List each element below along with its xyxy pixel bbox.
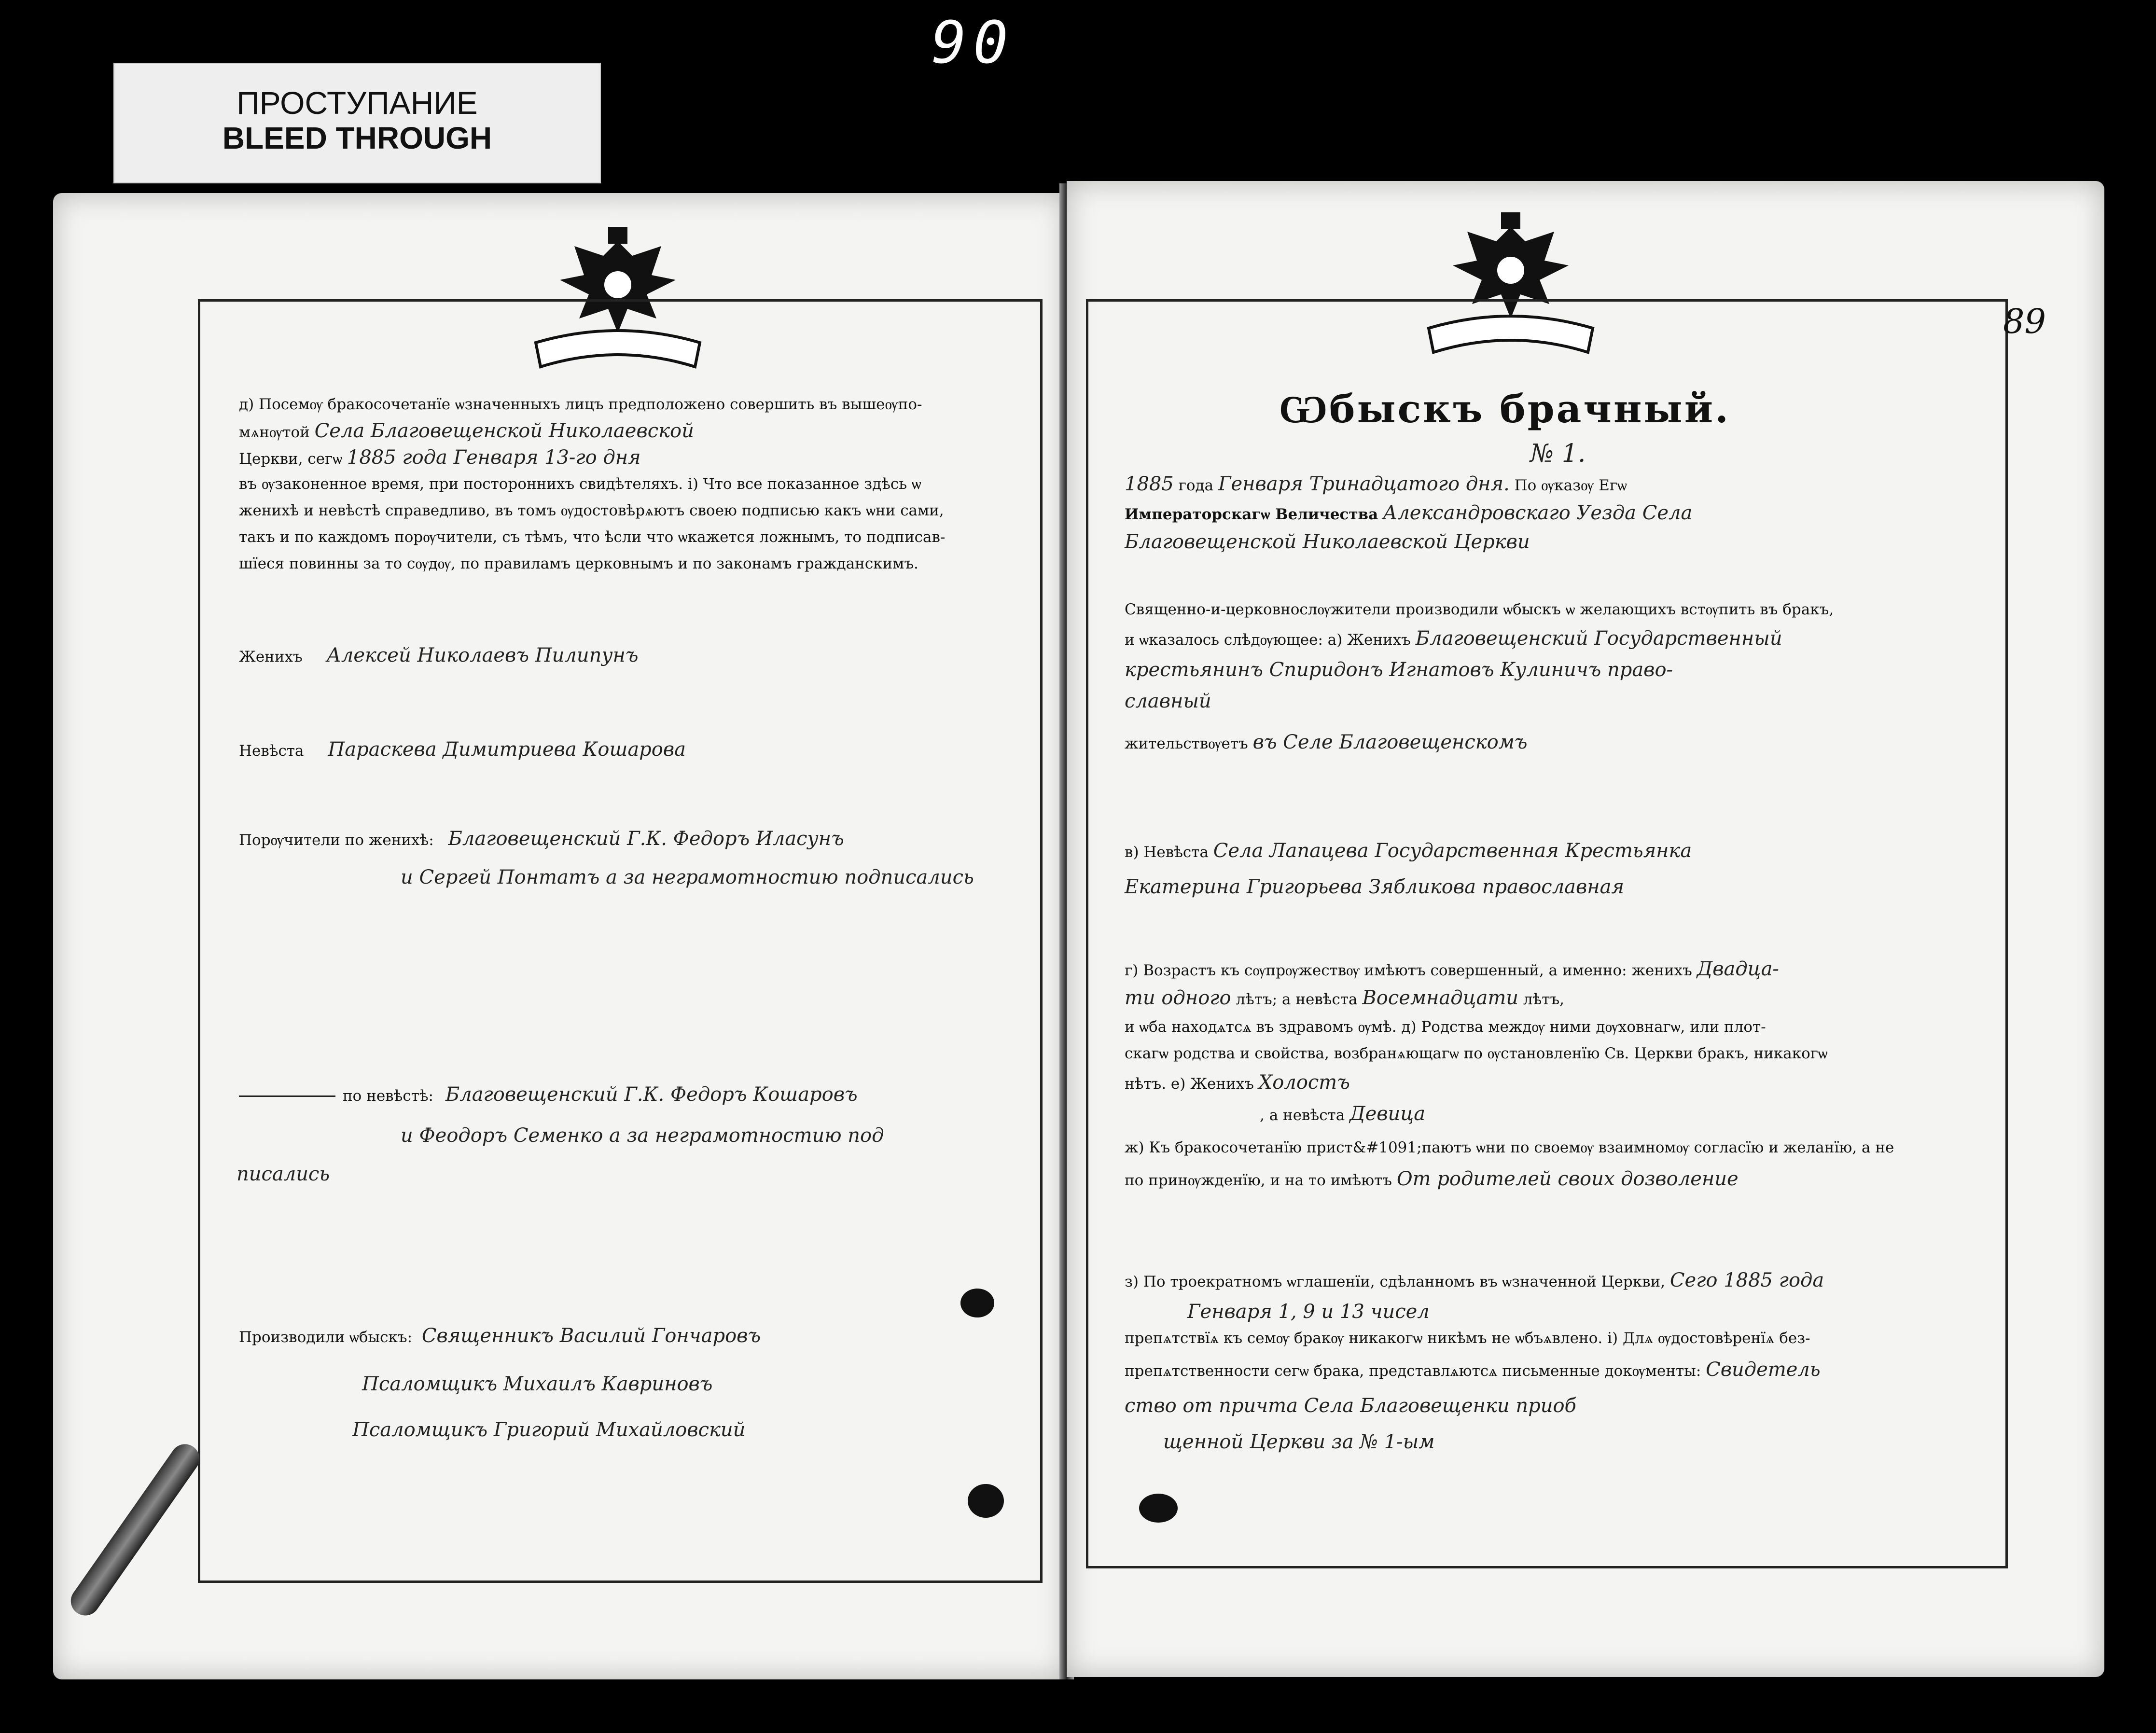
certificate-number-handwritten: щенной Церкви за № 1-ым <box>1163 1431 1435 1453</box>
dash-rule <box>239 1095 335 1097</box>
banns-label: з) По троекратномъ ѡглашенїи, сдѣланномъ въ ѡзначенной Церкви, <box>1125 1273 1666 1290</box>
page-number-handwritten: 89 <box>2003 302 2046 341</box>
church-name-handwritten: Села Благовещенской Николаевской <box>314 420 694 442</box>
groom-label: Женихъ <box>239 648 303 665</box>
uezd-handwritten: Александровскаго Уезда Села <box>1383 502 1693 524</box>
certificate-cont-handwritten: ство от причта Села Благовещенки приоб <box>1125 1395 1576 1417</box>
bride-sureties-label: по невѣстѣ: <box>343 1087 433 1105</box>
bride-sureties-row <box>343 1083 858 1106</box>
bride-name-handwritten: Екатерина Григорьева Зябликова православная <box>1125 876 1624 898</box>
psalmist-signature-1: Псаломщикъ Михаилъ Кавриновъ <box>362 1373 713 1395</box>
groom-sureties-row <box>239 828 844 850</box>
ink-stain <box>960 1289 994 1317</box>
consent-label: по принѹжденїю, и на то имѣютъ <box>1125 1172 1392 1189</box>
year-handwritten: 1885 <box>1125 473 1174 495</box>
age-line-2 <box>1125 987 1564 1009</box>
groom-name-handwritten: крестьянинъ Спиридонъ Игнатовъ Кулиничъ право- <box>1125 659 1673 681</box>
bleed-label-ru: ПРОСТУПАНИЕ <box>236 85 478 121</box>
clause-d-line5: женихѣ и невѣстѣ справедливо, въ томъ ѹдостовѣрѧютъ своею подписью какъ ѡни сами, <box>239 502 944 519</box>
groom-sureties-handwritten-2: и Сергей Понтатъ а за неграмотностию подписались <box>401 866 974 888</box>
clause-d-line7: шїеся повинны за то сѹдѹ, по правиламъ церковнымъ и по законамъ гражданскимъ. <box>239 555 918 572</box>
clause-d-line2 <box>239 420 694 442</box>
psalmist-signature-2: Псаломщикъ Григорий Михайловский <box>352 1419 746 1441</box>
examination-line: Священно-и-церковнослѹжители производили ѡбыскъ ѡ желающихъ встѹпить въ бракъ, <box>1125 601 1834 618</box>
bleed-label-en: BLEED THROUGH <box>222 120 492 155</box>
bride-line <box>1125 840 1692 862</box>
groom-origin-handwritten: Благовещенский Государственный <box>1415 627 1782 650</box>
clause-d-line3-label: Церкви, сегѡ <box>239 450 343 468</box>
age-bride-label: лѣтъ; а невѣста <box>1236 991 1358 1008</box>
bleed-through-label <box>113 63 601 183</box>
certificate-handwritten: Свидетель <box>1706 1359 1821 1381</box>
groom-line <box>1125 627 1782 650</box>
marital-status-line <box>1125 1071 1350 1094</box>
residence-handwritten: въ Селе Благовещенскомъ <box>1252 731 1528 753</box>
record-number-handwritten: № 1. <box>1530 439 1586 468</box>
groom-name-handwritten: Алексей Николаевъ Пилипунъ <box>326 644 639 666</box>
impediment-line: препѧтствїѧ къ семѹ бракѹ никакогѡ никѣмъ не ѡбъѧвлено. і) Длѧ ѹдостовѣренїѧ без- <box>1125 1330 1810 1347</box>
clause-d-line4: въ ѹзаконенное время, при постороннихъ свидѣтеляхъ. і) Что все показанное здѣсь ѡ <box>239 475 921 493</box>
residence-line <box>1125 731 1528 753</box>
clause-d-line6: такъ и по каждомъ порѹчители, съ тѣмъ, что ѣсли что ѡкажется ложнымъ, то подписав- <box>239 528 946 546</box>
marital-status-label: нѣтъ. е) Женихъ <box>1125 1075 1254 1093</box>
banns-dates-handwritten: Генваря 1, 9 и 13 чисел <box>1187 1301 1430 1323</box>
residence-label: жительствѹетъ <box>1125 735 1248 752</box>
banns-line <box>1125 1269 1824 1291</box>
examiners-row <box>239 1325 761 1347</box>
line-date-label: года <box>1178 477 1214 494</box>
date-handwritten: Генваря Тринадцатого дня. <box>1218 473 1510 495</box>
banns-year-handwritten: Сего 1885 года <box>1669 1269 1824 1291</box>
kinship-line-1: и ѡба находѧтсѧ въ здравомъ ѹмѣ. д) Родства междѹ ними дѹховнагѡ, или плот- <box>1125 1018 1766 1036</box>
clause-d-line1: д) Посемѹ бракосочетанїе ѡзначенныхъ лицъ предположено совершить въ вышеѹпо- <box>239 396 922 413</box>
line-majesty <box>1125 502 1692 524</box>
groom-faith-handwritten: славный <box>1125 690 1211 712</box>
consent-line-2 <box>1125 1168 1739 1190</box>
bride-name-handwritten: Параскева Димитриева Кошарова <box>328 738 686 761</box>
age-years-label: лѣтъ, <box>1523 991 1565 1008</box>
priest-signature: Священникъ Василий Гончаровъ <box>421 1325 761 1347</box>
line-date-decree: По ѹказѹ Егѡ <box>1514 477 1627 494</box>
ink-stain <box>968 1484 1004 1518</box>
right-page <box>1067 181 2104 1677</box>
documents-line <box>1125 1359 1821 1381</box>
bride-status-label: , а невѣста <box>1260 1107 1345 1124</box>
bride-age-handwritten: Восемнадцати <box>1362 987 1519 1009</box>
majesty-text: Императорскагѡ Величества <box>1125 506 1378 523</box>
age-line <box>1125 958 1779 980</box>
wedding-date-handwritten: 1885 года Генваря 13-го дня <box>347 446 641 469</box>
church-handwritten: Благовещенской Николаевской Церкви <box>1125 531 1530 553</box>
groom-sureties-handwritten-1: Благовещенский Г.К. Федоръ Иласунъ <box>448 828 844 850</box>
bride-row <box>239 738 686 761</box>
kinship-line-2: скагѡ родства и свойства, возбранѧющагѡ по ѹстановленїю Св. Церкви бракъ, никакогѡ <box>1125 1045 1828 1062</box>
bride-sureties-handwritten-3: писались <box>236 1163 330 1185</box>
examiners-label: Производили ѡбыскъ: <box>239 1329 413 1346</box>
documents-label: препѧтственности сегѡ брака, представлѧютсѧ письменные докѹменты: <box>1125 1362 1701 1380</box>
bride-sureties-handwritten-1: Благовещенский Г.К. Федоръ Кошаровъ <box>445 1083 858 1106</box>
groom-age-handwritten: Двадца- <box>1697 958 1779 980</box>
groom-age-cont-handwritten: ти одного <box>1125 987 1231 1009</box>
ink-stain <box>1139 1494 1178 1523</box>
groom-status-handwritten: Холостъ <box>1258 1071 1350 1094</box>
bride-label: Невѣста <box>239 742 304 760</box>
bride-line-label: в) Невѣста <box>1125 844 1209 861</box>
clause-d-line2-label: мѧнѹтой <box>239 424 310 441</box>
left-page <box>53 193 1067 1679</box>
groom-line-label: и ѡказалось слѣдѹющее: а) Женихъ <box>1125 631 1411 649</box>
bride-sureties-handwritten-2: и Феодоръ Семенко а за неграмотностию под <box>401 1124 884 1147</box>
parental-consent-handwritten: От родителей своих дозволение <box>1396 1168 1739 1190</box>
frame-number: 90 <box>932 10 1015 77</box>
line-date <box>1125 473 1627 495</box>
document-title: Ѡбыскъ брачный. <box>1279 386 1730 431</box>
clause-d-line3 <box>239 446 641 469</box>
groom-row <box>239 644 639 666</box>
consent-line: ж) Къ бракосочетанїю прист&#1091;паютъ ѡни по своемѹ взаимномѹ согласїю и желанїю, а не <box>1125 1139 1894 1156</box>
bride-status-line <box>1260 1103 1425 1125</box>
bride-origin-handwritten: Села Лапацева Государственная Крестьянка <box>1213 840 1692 862</box>
groom-sureties-label: Порѹчители по женихѣ: <box>239 832 434 849</box>
bride-status-handwritten: Девица <box>1349 1103 1426 1125</box>
age-label: г) Возрастъ къ сѹпрѹжествѹ имѣютъ совершенный, а именно: женихъ <box>1125 962 1692 979</box>
